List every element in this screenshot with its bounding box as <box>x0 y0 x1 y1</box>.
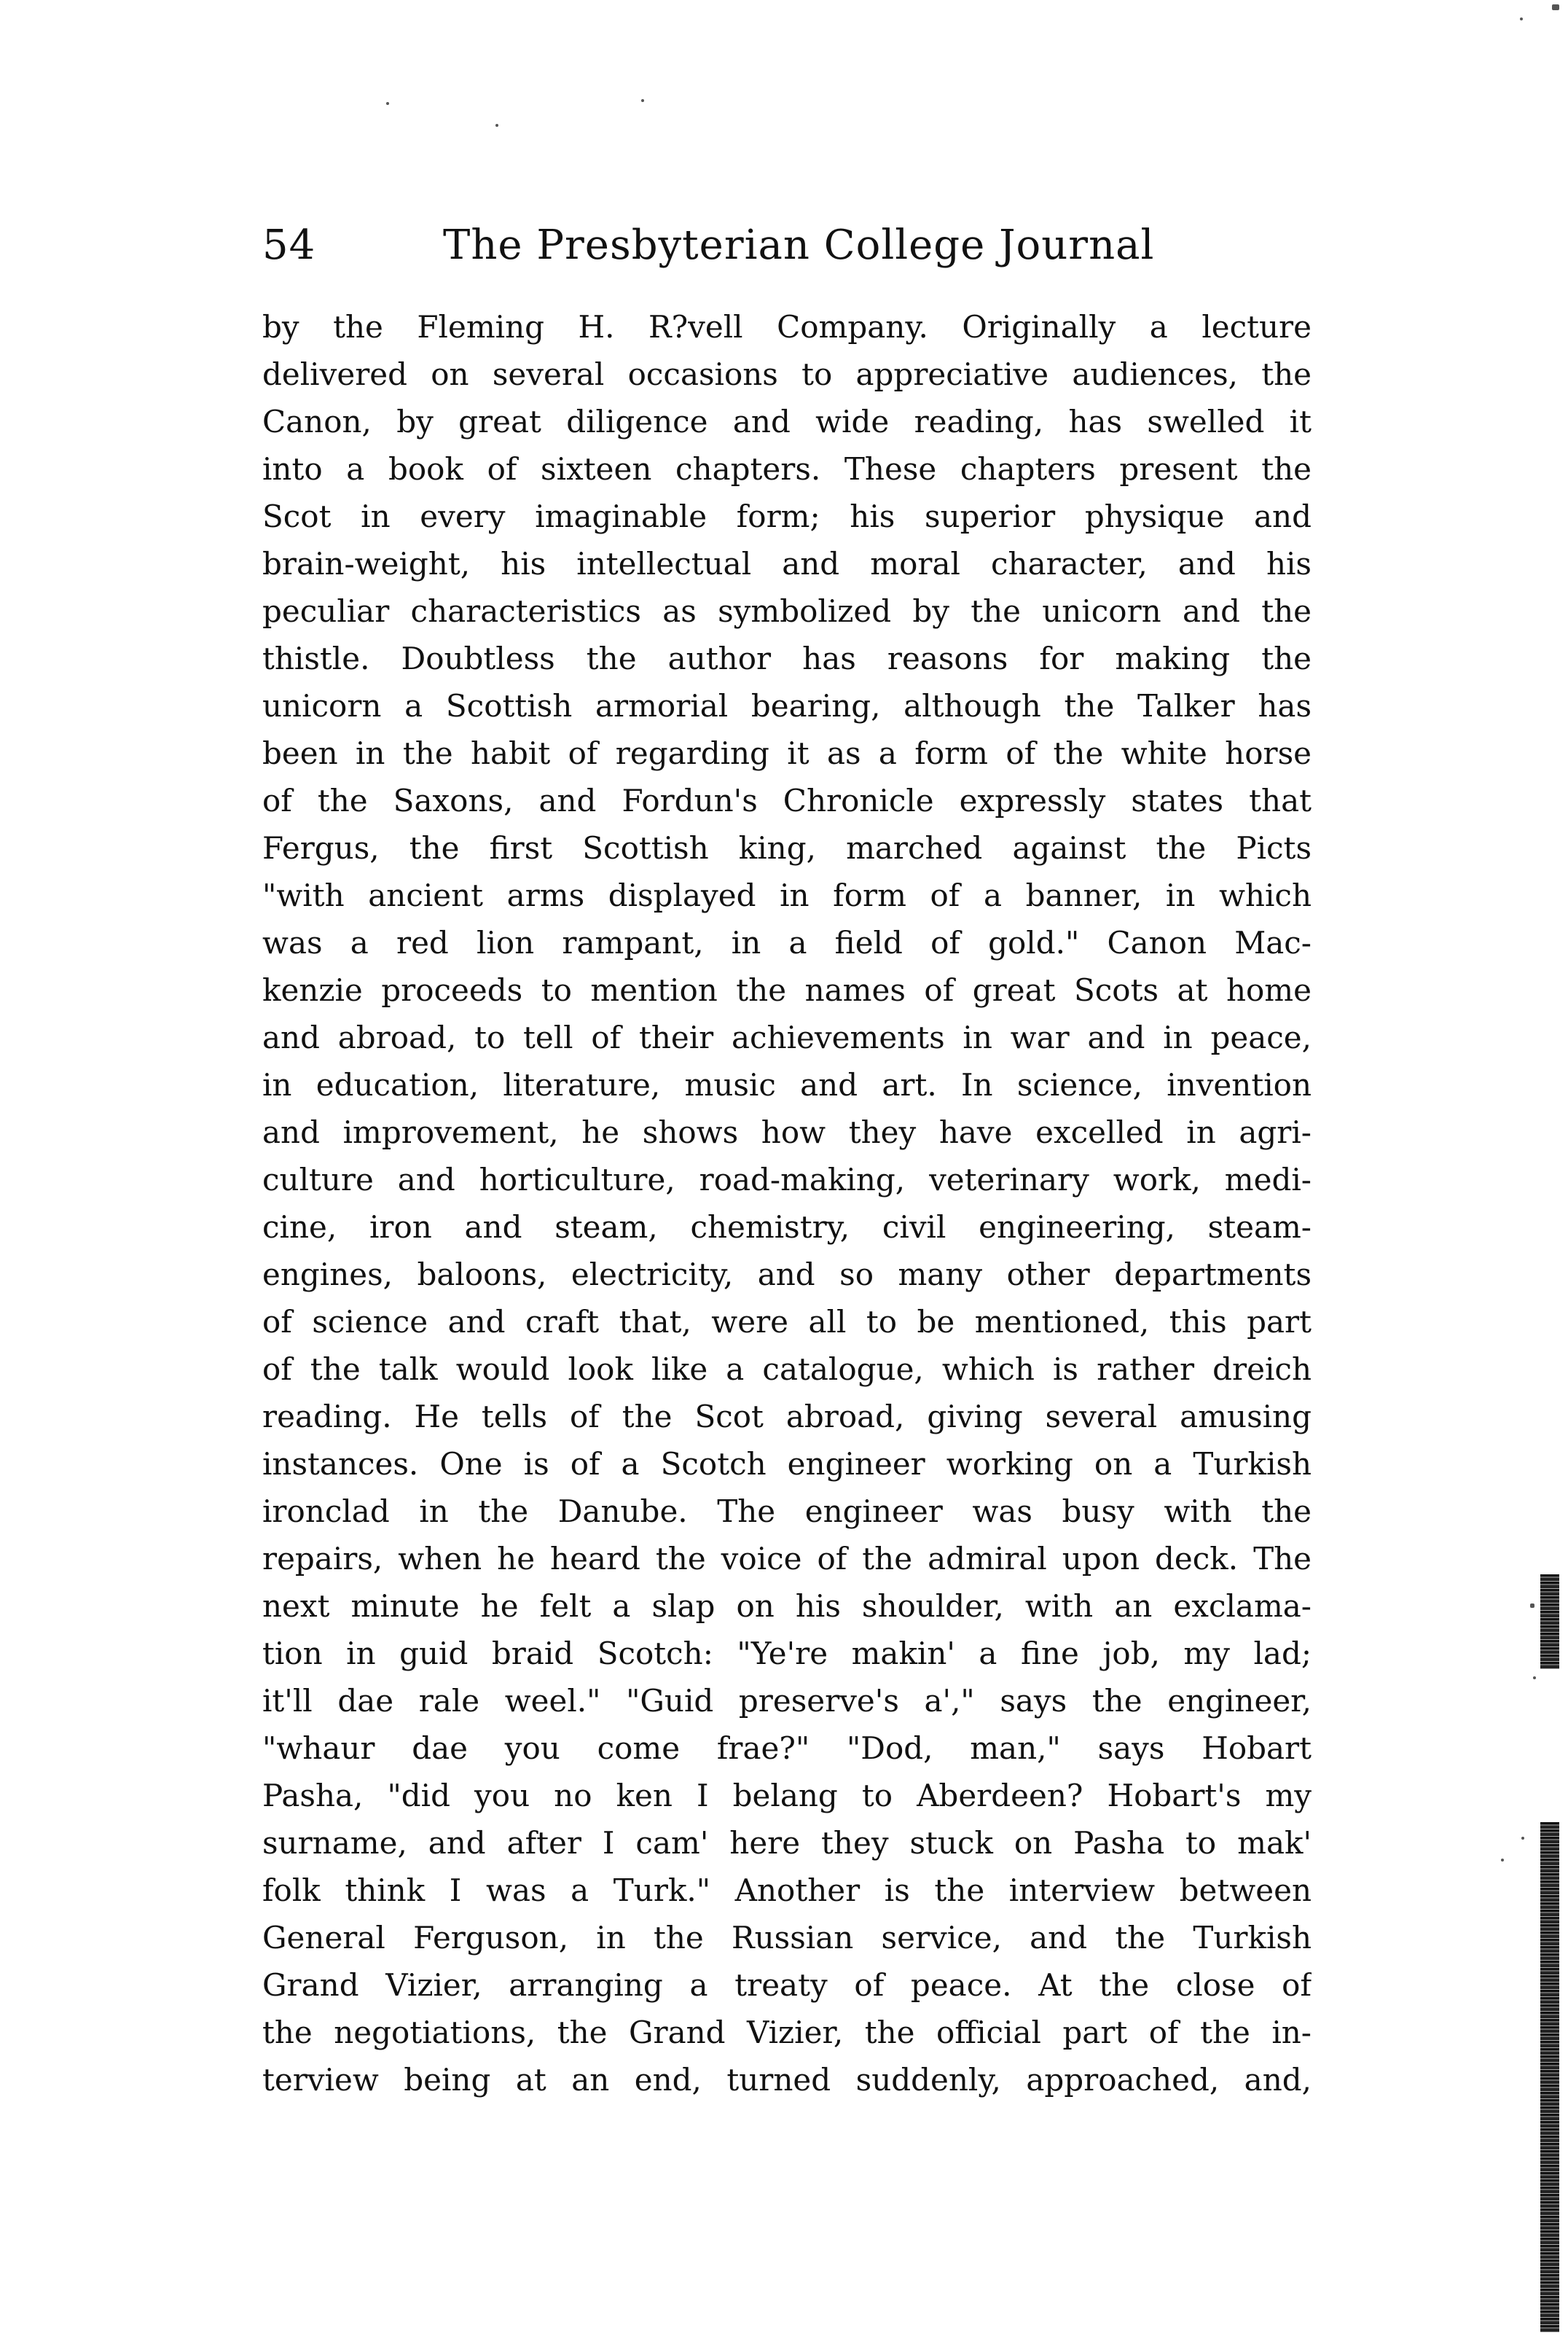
binding-edge <box>1540 1574 1559 1669</box>
text-line: Grand Vizier, arranging a treaty of peace. At the close of <box>262 1967 1312 2003</box>
text-line: thistle. Doubtless the author has reasons for making the <box>262 641 1312 676</box>
text-line: peculiar characteristics as symbolized by the unicorn and the <box>262 593 1312 629</box>
scan-speck <box>1530 1603 1534 1608</box>
text-line: instances. One is of a Scotch engineer working on a Turkish <box>262 1446 1312 1482</box>
scan-speck <box>1501 1859 1504 1861</box>
text-line: culture and horticulture, road-making, veterinary work, medi- <box>262 1162 1312 1198</box>
text-line: Scot in every imaginable form; his superior physique and <box>262 499 1312 534</box>
text-line: and improvement, he shows how they have excelled in agri- <box>262 1114 1312 1150</box>
text-line: tion in guid braid Scotch: "Ye're makin' a fine job, my lad; <box>262 1636 1312 1671</box>
text-line: General Ferguson, in the Russian service, and the Turkish <box>262 1920 1312 1956</box>
text-line: Canon, by great diligence and wide reading, has swelled it <box>262 404 1312 440</box>
running-title: The Presbyterian College Journal <box>443 222 1155 269</box>
text-line: unicorn a Scottish armorial bearing, although the Talker has <box>262 688 1312 724</box>
text-line: brain-weight, his intellectual and moral character, and his <box>262 546 1312 582</box>
scan-speck <box>386 102 389 105</box>
text-line: engines, baloons, electricity, and so many other departments <box>262 1257 1312 1292</box>
text-line: the negotiations, the Grand Vizier, the official part of the in- <box>262 2015 1312 2050</box>
text-line: been in the habit of regarding it as a form of the white horse <box>262 735 1312 771</box>
text-line: and abroad, to tell of their achievements in war and in peace, <box>262 1020 1312 1055</box>
text-line: in education, literature, music and art. In science, invention <box>262 1067 1312 1103</box>
text-line: of science and craft that, were all to be mentioned, this part <box>262 1304 1312 1340</box>
text-line: reading. He tells of the Scot abroad, giving several amusing <box>262 1399 1312 1434</box>
scan-speck <box>495 124 498 127</box>
text-line: Fergus, the first Scottish king, marched against the Picts <box>262 830 1312 866</box>
text-line: kenzie proceeds to mention the names of great Scots at home <box>262 972 1312 1008</box>
text-line: Pasha, "did you no ken I belang to Aberdeen? Hobart's my <box>262 1778 1312 1813</box>
text-line: repairs, when he heard the voice of the admiral upon deck. The <box>262 1541 1312 1577</box>
text-line: into a book of sixteen chapters. These chapters present the <box>262 451 1312 487</box>
body-text <box>262 303 1312 2103</box>
text-line: delivered on several occasions to appreciative audiences, the <box>262 356 1312 392</box>
text-line: was a red lion rampant, in a field of gold." Canon Mac- <box>262 925 1312 961</box>
scan-speck <box>1520 17 1523 20</box>
binding-edge <box>1540 1822 1559 2332</box>
text-line: it'll dae rale weel." "Guid preserve's a'," says the engineer, <box>262 1683 1312 1719</box>
page-number: 54 <box>262 222 316 269</box>
text-line: folk think I was a Turk." Another is the interview between <box>262 1872 1312 1908</box>
scan-speck <box>1533 1676 1536 1679</box>
page-header <box>262 213 1297 278</box>
text-line: of the Saxons, and Fordun's Chronicle expressly states that <box>262 783 1312 819</box>
text-line: ironclad in the Danube. The engineer was busy with the <box>262 1493 1312 1529</box>
text-line: surname, and after I cam' here they stuck on Pasha to mak' <box>262 1825 1312 1861</box>
text-line: of the talk would look like a catalogue, which is rather dreich <box>262 1351 1312 1387</box>
scan-speck <box>1552 4 1559 10</box>
scan-speck <box>1521 1837 1524 1840</box>
text-line: terview being at an end, turned suddenly, approached, and, <box>262 2062 1312 2098</box>
text-line: "with ancient arms displayed in form of a banner, in which <box>262 878 1312 913</box>
text-line: cine, iron and steam, chemistry, civil engineering, steam- <box>262 1209 1312 1245</box>
text-line: by the Fleming H. R?vell Company. Originally a lecture <box>262 309 1312 345</box>
text-line: "whaur dae you come frae?" "Dod, man," says Hobart <box>262 1730 1312 1766</box>
text-line: next minute he felt a slap on his shoulder, with an exclama- <box>262 1588 1312 1624</box>
scan-speck <box>641 99 644 102</box>
